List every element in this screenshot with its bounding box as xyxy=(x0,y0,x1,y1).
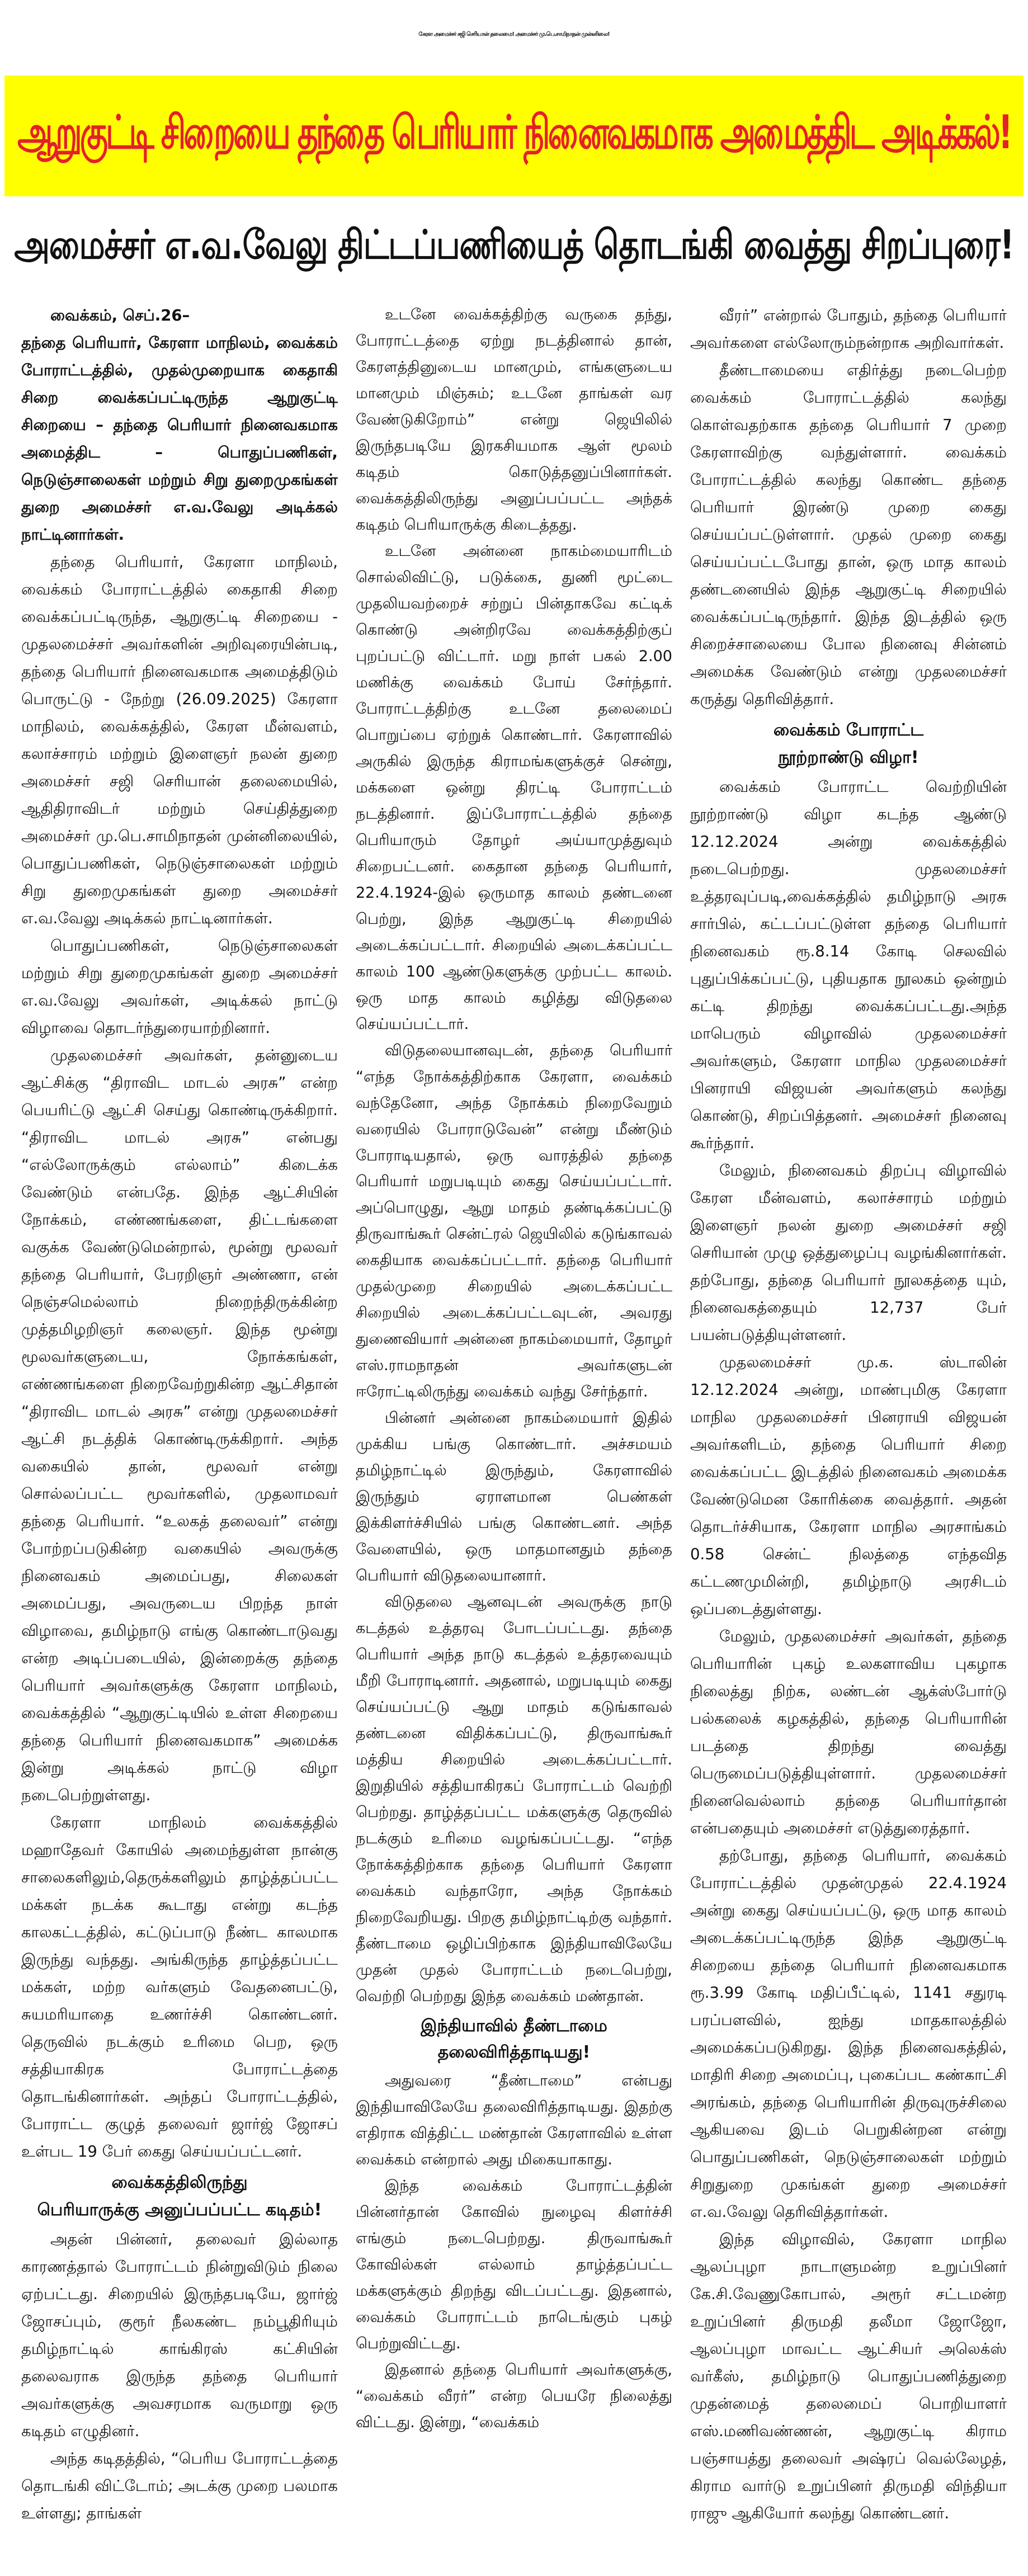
article-paragraph: மேலும், முதலமைச்சர் அவர்கள், தந்தை பெரியாரின் புகழ் உலகளாவிய புகழாக நிலைத்து நிற்க, லண்டன் ஆக்ஸ்போர்டு பல்கலைக் கழகத்தில், தந்தை பெரியாரின் படத்தை திறந்து வைத்து பெருமைப்படுத்தியுள்ளார். முதலமைச்சர் நினைவெல்லாம் தந்தை பெரியார்தான் என்பதையும் அமைச்சர் எடுத்துரைத்தார். xyxy=(690,1627,1007,1837)
article-column-2 xyxy=(356,302,672,2567)
article-paragraph: முதலமைச்சர் அவர்கள், தன்னுடைய ஆட்சிக்கு “திராவிட மாடல் அரசு” என்ற பெயரிட்டு ஆட்சி செய்து கொண்டிருக்கிறார். “திராவிட மாடல் அரசு” என்பது “எல்லோருக்கும் எல்லாம்” கிடைக்க வேண்டும் என்பதே. இந்த ஆட்சியின் நோக்கம், எண்ணங்களை, திட்டங்களை வகுக்க வேண்டுமென்றால், மூன்று மூலவர் தந்தை பெரியார், பேரறிஞர் அண்ணா, என் நெஞ்சமெல்லாம் நிறைந்திருக்கின்ற முத்தமிழறிஞர் கலைஞர். இந்த மூன்று மூலவர்களுடைய, நோக்கங்கள், எண்ணங்களை நிறைவேற்றுகின்ற ஆட்சிதான் “திராவிட மாடல் அரசு” என்று முதலமைச்சர் ஆட்சி நடத்திக் கொண்டிருக்கிறார். அந்த வகையில் தான், மூலவர் என்று சொல்லப்பட்ட மூவர்களில், முதலாமவர் தந்தை பெரியார். “உலகத் தலைவர்” என்று போற்றப்படுகின்ற வகையில் அவருக்கு நினைவகம் அமைப்பது, சிலைகள் அமைப்பது, அவருடைய பிறந்த நாள் விழாவை, தமிழ்நாடு எங்கு கொண்டாடுவது என்ற அடிப்படையில், இன்றைக்கு தந்தை பெரியார் அவர்களுக்கு கேரளா மாநிலம், வைக்கத்தில் “ஆறுகுட்டியில் உள்ள சிறையை தந்தை பெரியார் நினைவகமாக” அமைக்க இன்று அடிக்கல் நாட்டு விழா நடைபெற்றுள்ளது. xyxy=(21,1046,338,1804)
lead-paragraph: வைக்கம், செப்.26– தந்தை பெரியார், கேரளா மாநிலம், வைக்கம் போராட்டத்தில், முதல்முறையாக கைதாகி சிறை வைக்கப்பட்டிருந்த ஆறுகுட்டி சிறையை – தந்தை பெரியார் நினைவகமாக அமைத்திட – பொதுப்பணிகள், நெடுஞ்சாலைகள் மற்றும் சிறு துறைமுகங்கள் துறை அமைச்சர் எ.வ.வேலு அடிக்கல் நாட்டினார்கள். xyxy=(21,306,338,544)
kicker-headline: கேரள அமைச்சர் சஜி செரியான் தலைமை! அமைச்சர் மு.பெ.சாமிநாதன் முன்னிலை! xyxy=(418,31,610,37)
article-paragraph: பொதுப்பணிகள், நெடுஞ்சாலைகள் மற்றும் சிறு துறைமுகங்கள் துறை அமைச்சர் எ.வ.வேலு அவர்கள், அடிக்கல் நாட்டு விழாவை தொடர்ந்துரையாற்றினார். xyxy=(21,937,338,1037)
section-heading: வைக்கம் போராட்ட நூற்றாண்டு விழா! xyxy=(773,720,924,767)
article-paragraph: தீண்டாமையை எதிர்த்து நடைபெற்ற வைக்கம் போராட்டத்தில் கலந்து கொள்வதற்காக தந்தை பெரியார் 7 முறை கேரளாவிற்கு வந்துள்ளார். வைக்கம் போராட்டத்தில் கலந்து கொண்ட தந்தை பெரியார் இரண்டு முறை கைது செய்யப்பட்டுள்ளார். முதல் முறை கைது செய்யப்பட்டபோது தான், ஒரு மாத காலம் தண்டனையில் இந்த ஆறுகுட்டி சிறையில் வைக்கப்பட்டிருந்தார். இந்த இடத்தில் ஒரு சிறைச்சாலையை போல நினைவு சின்னம் அமைக்க வேண்டும் என்று முதலமைச்சர் கருத்து தெரிவித்தார். xyxy=(690,361,1007,708)
article-paragraph: வைக்கம் போராட்ட வெற்றியின் நூற்றாண்டு விழா கடந்த ஆண்டு 12.12.2024 அன்று வைக்கத்தில் நடைபெற்றது. முதலமைச்சர் உத்தரவுப்படி,வைக்கத்தில் தமிழ்நாடு அரசு சார்பில், கட்டப்பட்டுள்ள தந்தை பெரியார் நினைவகம் ரூ.8.14 கோடி செலவில் புதுப்பிக்கப்பட்டு, புதியதாக நூலகம் ஒன்றும் கட்டி திறந்து வைக்கப்பட்டது.அந்த மாபெரும் விழாவில் முதலமைச்சர் அவர்களும், கேரளா மாநில முதலமைச்சர் பினராயி விஜயன் அவர்களும் கலந்து கொண்டு, சிறப்பித்தனர். அமைச்சர் நினைவு கூர்ந்தார். xyxy=(690,778,1007,1152)
article-paragraph: கேரளா மாநிலம் வைக்கத்தில் மஹாதேவர் கோயில் அமைந்துள்ள நான்கு சாலைகளிலும்,தெருக்களிலும் தாழ்த்தப்பட்ட மக்கள் நடக்க கூடாது என்று கடந்த காலகட்டத்தில், கட்டுப்பாடு நீண்ட காலமாக இருந்து வந்தது. அங்கிருந்த தாழ்த்தப்பட்ட மக்கள், மற்ற வர்களும் வேதனைபட்டு, சுயமரியாதை உணர்ச்சி கொண்டனர். தெருவில் நடக்கும் உரிமை பெற, ஒரு சத்தியாகிரக போராட்டத்தை தொடங்கினார்கள். அந்தப் போராட்டத்தில், போராட்ட குழுத் தலைவர் ஜார்ஜ் ஜோசப் உள்பட 19 பேர் கைது செய்யப்பட்டனர். xyxy=(21,1814,338,2160)
section-heading: வைக்கத்திலிருந்து பெரியாருக்கு அனுப்பப்பட்ட கடிதம்! xyxy=(37,2173,322,2220)
article-paragraph: உடனே அன்னை நாகம்மையாரிடம் சொல்லிவிட்டு, படுக்கை, துணி மூட்டை முதலியவற்றைச் சற்றுப் பின்தாகவே கட்டிக் கொண்டு அன்றிரவே வைக்கத்திற்குப் புறப்பட்டு விட்டார். மறு நாள் பகல் 2.00 மணிக்கு வைக்கம் போய் சேர்ந்தார். போராட்டத்திற்கு உடனே தலைமைப் பொறுப்பை ஏற்றுக் கொண்டார். கேரளாவில் அருகில் இருந்த கிராமங்களுக்குச் சென்று, மக்களை ஒன்று திரட்டி போராட்டம் நடத்தினார். இப்போராட்டத்தில் தந்தை பெரியாரும் தோழர் அய்யாமுத்துவும் சிறைபட்டனர். கைதான தந்தை பெரியார், 22.4.1924-இல் ஒருமாத காலம் தண்டனை பெற்று, இந்த ஆறுகுட்டி சிறையில் அடைக்கப்பட்டார். சிறையில் அடைக்கப்பட்ட காலம் 100 ஆண்டுகளுக்கு முற்பட்ட காலம். ஒரு மாத காலம் கழித்து விடுதலை செய்யப்பட்டார். xyxy=(356,542,672,1033)
sub-headline xyxy=(0,200,1028,295)
article-paragraph: தந்தை பெரியார், கேரளா மாநிலம், வைக்கம் போராட்டத்தில் கைதாகி சிறை வைக்கப்பட்டிருந்த, ஆறுகுட்டி சிறையை - முதலமைச்சர் அவர்களின் அறிவுரையின்படி, தந்தை பெரியார் நினைவகமாக அமைத்திடும் பொருட்டு - நேற்று (26.09.2025) கேரளா மாநிலம், வைக்கத்தில், கேரள மீன்வளம், கலாச்சாரம் மற்றும் இளைஞர் நலன் துறை அமைச்சர் சஜி செரியான் தலைமையில், ஆதிதிராவிடர் மற்றும் செய்தித்துறை அமைச்சர் மு.பெ.சாமிநாதன் முன்னிலையில், பொதுப்பணிகள், நெடுஞ்சாலைகள் மற்றும் சிறு துறைமுகங்கள் துறை அமைச்சர் எ.வ.வேலு அடிக்கல் நாட்டினார்கள். xyxy=(21,553,338,927)
article-column-1 xyxy=(21,302,338,2567)
article-paragraph: உடனே வைக்கத்திற்கு வருகை தந்து, போராட்டத்தை ஏற்று நடத்தினால் தான், கேரளத்தினுடைய மானமும், எங்களுடைய மானமும் மிஞ்சும்; உடனே தாங்கள் வர வேண்டுகிறோம்” என்று ஜெயிலில் இருந்தபடியே இரகசியமாக ஆள் மூலம் கடிதம் கொடுத்தனுப்பினார்கள். வைக்கத்திலிருந்து அனுப்பப்பட்ட அந்தக் கடிதம் பெரியாருக்கு கிடைத்தது. xyxy=(356,306,672,534)
article-paragraph: இதனால் தந்தை பெரியார் அவர்களுக்கு, “வைக்கம் வீரர்” என்ற பெயரே நிலைத்து விட்டது. இன்று, “வைக்கம் xyxy=(356,2361,672,2431)
article-paragraph: முதலமைச்சர் மு.க. ஸ்டாலின் 12.12.2024 அன்று, மாண்புமிகு கேரளா மாநில முதலமைச்சர் பினராயி விஜயன் அவர்களிடம், தந்தை பெரியார் சிறை வைக்கப்பட்ட இடத்தில் நினைவகம் அமைக்க வேண்டுமென கோரிக்கை வைத்தார். அதன் தொடர்ச்சியாக, கேரளா மாநில அரசாங்கம் 0.58 சென்ட் நிலத்தை எந்தவித கட்டணமுமின்றி, தமிழ்நாடு அரசிடம் ஒப்படைத்துள்ளது. xyxy=(690,1353,1007,1618)
article-paragraph: இந்த விழாவில், கேரளா மாநில ஆலப்புழா நாடாளுமன்ற உறுப்பினர் கே.சி.வேணுகோபால், அரூர் சட்டமன்ற உறுப்பினர் திருமதி தலீமா ஜோஜோ, ஆலப்புழா மாவட்ட ஆட்சியர் அலெக்ஸ் வர்கீஸ், தமிழ்நாடு பொதுப்பணித்துறை முதன்மைத் தலைமைப் பொறியாளர் எஸ்.மணிவண்ணன், ஆறுகுட்டி கிராம பஞ்சாயத்து தலைவர் அஷ்ரப் வெல்லேழத், கிராம வார்டு உறுப்பினர் திருமதி விந்தியா ராஜு ஆகியோர் கலந்து கொண்டனர். xyxy=(690,2230,1007,2522)
article-paragraph: அதன் பின்னர், தலைவர் இல்லாத காரணத்தால் போராட்டம் நின்றுவிடும் நிலை ஏற்பட்டது. சிறையில் இருந்தபடியே, ஜார்ஜ் ஜோசப்பும், குரூர் நீலகண்ட நம்பூதிரியும் தமிழ்நாட்டில் காங்கிரஸ் கட்சியின் தலைவராக இருந்த தந்தை பெரியார் அவர்களுக்கு அவசரமாக வருமாறு ஒரு கடிதம் எழுதினர். xyxy=(21,2230,338,2440)
article-paragraph: மேலும், நினைவகம் திறப்பு விழாவில் கேரள மீன்வளம், கலாச்சாரம் மற்றும் இளைஞர் நலன் துறை அமைச்சர் சஜி செரியான் முழு ஒத்துழைப்பு வழங்கினார்கள். தற்போது, தந்தை பெரியார் நூலகத்தை யும், நினைவகத்தையும் 12,737 பேர் பயன்படுத்தியுள்ளனர். xyxy=(690,1162,1007,1344)
article-paragraph: அந்த கடிதத்தில், “பெரிய போராட்டத்தை தொடங்கி விட்டோம்; அடக்கு முறை பலமாக உள்ளது; தாங்கள் xyxy=(21,2450,338,2522)
sub-headline-text: அமைச்சர் எ.வ.வேலு திட்டப்பணியைத் தொடங்கி வைத்து சிறப்புரை! xyxy=(14,221,1014,268)
article-paragraph: பின்னர் அன்னை நாகம்மையார் இதில் முக்கிய பங்கு கொண்டார். அச்சமயம் தமிழ்நாட்டில் இருந்தும், கேரளாவில் இருந்தும் ஏராளமான பெண்கள் இக்கிளர்ச்சியில் பங்கு கொண்டனர். அந்த வேளையில், ஒரு மாதமானதும் தந்தை பெரியார் விடுதலையானார். xyxy=(356,1409,672,1585)
article-paragraph: விடுதலை ஆனவுடன் அவருக்கு நாடு கடத்தல் உத்தரவு போடப்பட்டது. தந்தை பெரியார் அந்த நாடு கடத்தல் உத்தரவையும் மீறி போராடினார். அதனால், மறுபடியும் கைது செய்யப்பட்டு ஆறு மாதம் கடுங்காவல் தண்டனை விதிக்கப்பட்டு, திருவாங்கூர் மத்திய சிறையில் அடைக்கப்பட்டார். இறுதியில் சத்தியாகிரகப் போராட்டம் வெற்றி பெற்றது. தாழ்த்தப்பட்ட மக்களுக்கு தெருவில் நடக்கும் உரிமை வழங்கப்பட்டது. “எந்த நோக்கத்திற்காக தந்தை பெரியார் கேரளா வைக்கம் வந்தாரோ, அந்த நோக்கம் நிறைவேறியது. பிறகு தமிழ்நாட்டிற்கு வந்தார். தீண்டாமை ஒழிப்பிற்காக இந்தியாவிலேயே முதன் முதல் போராட்டம் நடைபெற்று, வெற்றி பெற்றது இந்த வைக்கம் மண்தான். xyxy=(356,1593,672,2005)
section-heading: இந்தியாவில் தீண்டாமை தலைவிரித்தாடியது! xyxy=(421,2016,607,2062)
article-paragraph: விடுதலையானவுடன், தந்தை பெரியார் “எந்த நோக்கத்திற்காக கேரளா, வைக்கம் வந்தேனோ, அந்த நோக்கம் நிறைவேறும் வரையில் போராடுவேன்” என்று மீண்டும் போராடியதால், ஒரு வாரத்தில் தந்தை பெரியார் மறுபடியும் கைது செய்யப்பட்டார். அப்பொழுது, ஆறு மாதம் தண்டிக்கப்பட்டு திருவாங்கூர் சென்ட்ரல் ஜெயிலில் கடுங்காவல் கைதியாக வைக்கப்பட்டார். தந்தை பெரியார் முதல்முறை சிறையில் அடைக்கப்பட்ட சிறையில் அடைக்கப்பட்டவுடன், அவரது துணைவியார் அன்னை நாகம்மையார், தோழர் எஸ்.ராமநாதன் அவர்களுடன் ஈரோட்டிலிருந்து வைக்கம் வந்து சேர்ந்தார். xyxy=(356,1041,672,1401)
main-headline-banner xyxy=(4,76,1024,196)
article-paragraph: அதுவரை “தீண்டாமை” என்பது இந்தியாவிலேயே தலைவிரித்தாடியது. இதற்கு எதிராக வித்திட்ட மண்தான் கேரளாவில் உள்ள வைக்கம் என்றால் அது மிகையாகாது. xyxy=(356,2072,672,2168)
article-paragraph: இந்த வைக்கம் போராட்டத்தின் பின்னர்தான் கோவில் நுழைவு கிளர்ச்சி எங்கும் நடைபெற்றது. திருவாங்கூர் கோவில்கள் எல்லாம் தாழ்த்தப்பட்ட மக்களுக்கும் திறந்து விடப்பட்டது. இதனால், வைக்கம் போராட்டம் நாடெங்கும் புகழ் பெற்றுவிட்டது. xyxy=(356,2177,672,2352)
main-headline: ஆறுகுட்டி சிறையை தந்தை பெரியார் நினைவகமாக அமைத்திட அடிக்கல்! xyxy=(17,106,1011,160)
article-paragraph: தற்போது, தந்தை பெரியார், வைக்கம் போராட்டத்தில் முதன்முதல் 22.4.1924 அன்று கைது செய்யப்பட்டு, ஒரு மாத காலம் அடைக்கப்பட்டிருந்த இந்த ஆறுகுட்டி சிறையை தந்தை பெரியார் நினைவகமாக ரூ.3.99 கோடி மதிப்பீட்டில், 1141 சதுரடி பரப்பளவில், ஐந்து மாதகாலத்தில் அமைக்கப்படுகிறது. இந்த நினைவகத்தில், மாதிரி சிறை அமைப்பு, புகைப்பட கண்காட்சி அரங்கம், தந்தை பெரியாரின் திருவுருச்சிலை ஆகியவை இடம் பெறுகின்றன என்று பொதுப்பணிகள், நெடுஞ்சாலைகள் மற்றும் சிறுதுறை முகங்கள் துறை அமைச்சர் எ.வ.வேலு தெரிவித்தார்கள். xyxy=(690,1847,1007,2221)
article-column-3 xyxy=(690,302,1007,2567)
article-paragraph: வீரர்” என்றால் போதும், தந்தை பெரியார் அவர்களை எல்லோரும்நன்றாக அறிவார்கள். xyxy=(690,306,1007,352)
article-body xyxy=(21,302,1007,2567)
